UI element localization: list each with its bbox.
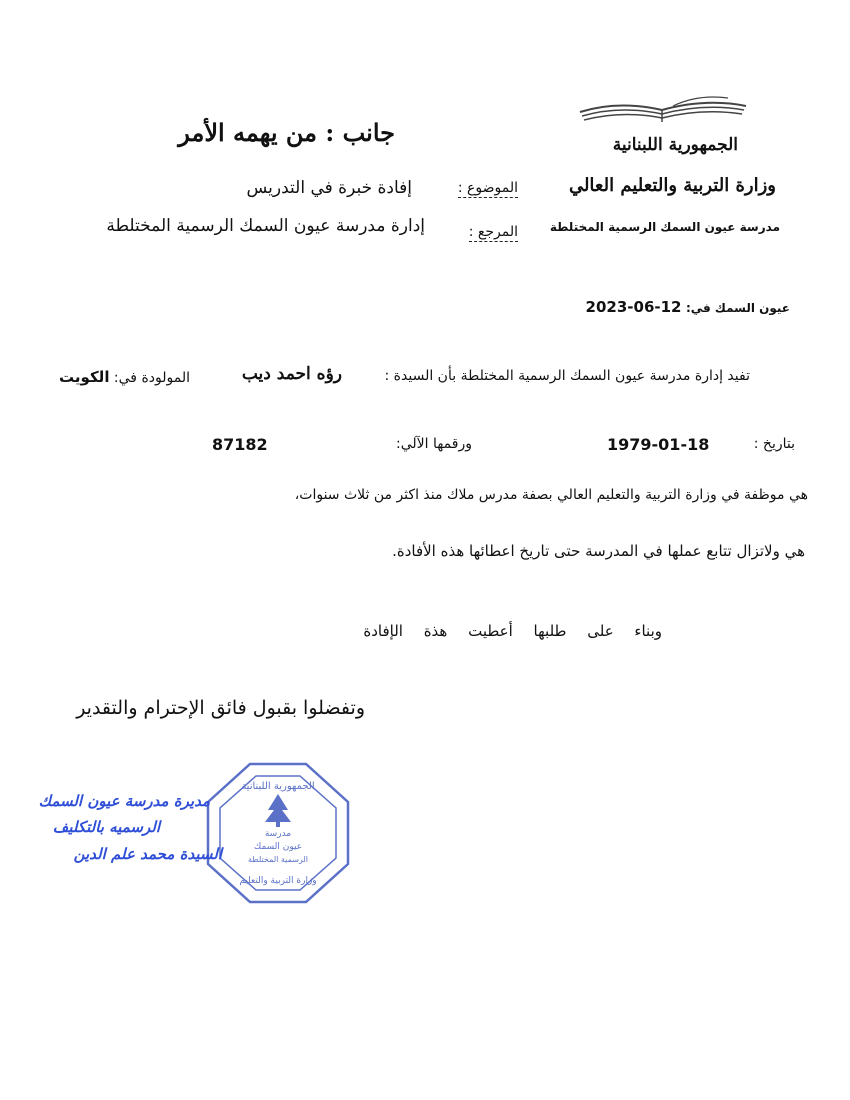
issue-date: 2023-06-12 [585, 298, 682, 316]
birth-date-label: بتاريخ : [753, 436, 795, 452]
id-label: ورقمها الآلي: [395, 436, 472, 452]
employee-name: رؤه احمد ديب [241, 364, 342, 384]
seal-center-line1: مدرسة [264, 829, 292, 839]
seal-center-line2: عيون السمك [253, 842, 303, 852]
date-line [586, 298, 790, 316]
reference-label: المرجع : [468, 224, 518, 240]
seal-top-text: الجمهورية اللبنانية [241, 781, 315, 792]
seal-bottom-text: وزارة التربية والتعليم [239, 876, 317, 886]
subject-label: الموضوع : [457, 180, 518, 196]
date-label: عيون السمك في: [685, 301, 790, 315]
cedar-tree-icon [265, 794, 291, 827]
signature-line3: السيدة محمد علم الدين [73, 845, 222, 863]
reference-value: إدارة مدرسة عيون السمك الرسمية المختلطة [106, 216, 425, 236]
born-place: الكويت [59, 368, 110, 386]
subject-value: إفادة خبرة في التدريس [246, 178, 412, 198]
signature-line1: مديرة مدرسة عيون السمك [38, 792, 210, 810]
born-label: المولودة في: [113, 370, 190, 386]
employment-line: هي موظفة في وزارة التربية والتعليم العالي بصفة مدرس ملاك منذ اكثر من ثلاث سنوات، [294, 487, 808, 503]
seal-center-line3: الرسمية المختلطة [247, 855, 309, 864]
book-logo-icon [578, 92, 748, 124]
birth-date: 1979-01-18 [607, 435, 710, 454]
addressee-heading: جانب : من يهمه الأمر [178, 118, 395, 147]
ministry-title: وزارة التربية والتعليم العالي [568, 175, 776, 196]
intro-text: تفيد إدارة مدرسة عيون السمك الرسمية المختلطة بأن السيدة : [384, 368, 750, 384]
birthplace-line [59, 368, 190, 386]
closing-line: وتفضلوا بقبول فائق الإحترام والتقدير [76, 697, 365, 719]
continuation-line: هي ولاتزال تتابع عملها في المدرسة حتى تاريخ اعطائها هذه الأفادة. [392, 542, 805, 560]
school-title: مدرسة عيون السمك الرسمية المختلطة [549, 220, 780, 234]
signature-line2: الرسميه بالتكليف [52, 818, 160, 836]
request-line: وبناء على طلبها أعطيت هذة الإفادة [363, 622, 662, 640]
republic-title: الجمهورية اللبنانية [612, 135, 738, 155]
official-seal [198, 758, 358, 908]
id-number: 87182 [212, 435, 268, 454]
